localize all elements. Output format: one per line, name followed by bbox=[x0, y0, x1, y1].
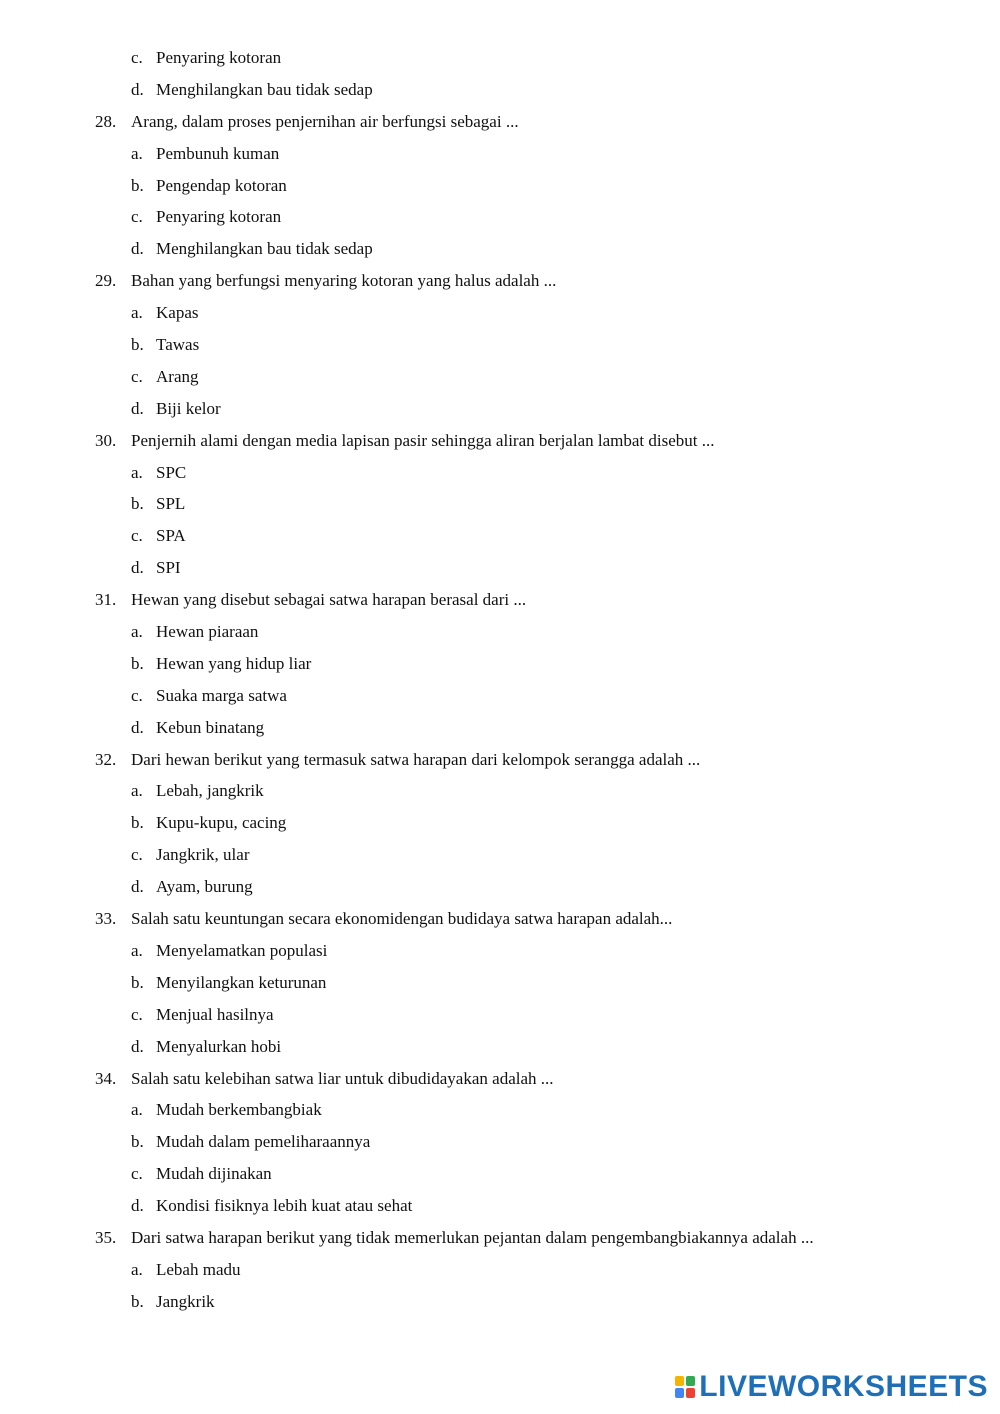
option-c[interactable] bbox=[0, 1001, 1000, 1033]
option-letter: c. bbox=[131, 1004, 143, 1024]
option-letter: a. bbox=[131, 143, 143, 163]
option-letter: d. bbox=[131, 239, 144, 259]
logo-square bbox=[686, 1388, 695, 1398]
option-b[interactable] bbox=[0, 1288, 1000, 1320]
option-text: Suaka marga satwa bbox=[156, 685, 287, 705]
option-c[interactable] bbox=[0, 841, 1000, 873]
question-number: 32. bbox=[95, 749, 117, 769]
option-a[interactable] bbox=[0, 1096, 1000, 1128]
option-text: SPI bbox=[156, 558, 181, 578]
question-number: 35. bbox=[95, 1227, 117, 1247]
option-letter: b. bbox=[131, 972, 144, 992]
option-letter: a. bbox=[131, 303, 143, 323]
question-line bbox=[0, 1065, 1000, 1097]
question-text: Salah satu kelebihan satwa liar untuk dibudidayakan adalah ... bbox=[131, 1068, 554, 1088]
option-text: Penyaring kotoran bbox=[156, 48, 282, 67]
question-33 bbox=[0, 905, 1000, 1064]
option-letter: b. bbox=[131, 653, 144, 673]
option-c[interactable] bbox=[0, 44, 1000, 76]
question-text: Dari satwa harapan berikut yang tidak memerlukan pejantan dalam pengembangbiakannya adalah ... bbox=[131, 1227, 814, 1247]
option-text: Lebah madu bbox=[156, 1259, 241, 1279]
option-letter: b. bbox=[131, 494, 144, 514]
option-letter: a. bbox=[131, 940, 143, 960]
option-letter: c. bbox=[131, 48, 143, 67]
option-b[interactable] bbox=[0, 490, 1000, 522]
leading-options bbox=[0, 44, 1000, 108]
logo-square bbox=[675, 1376, 684, 1386]
liveworksheets-logo-icon bbox=[675, 1376, 695, 1398]
question-text: Salah satu keuntungan secara ekonomidengan budidaya satwa harapan adalah... bbox=[131, 909, 673, 929]
option-letter: a. bbox=[131, 781, 143, 801]
option-b[interactable] bbox=[0, 331, 1000, 363]
option-b[interactable] bbox=[0, 1128, 1000, 1160]
option-text: Menyilangkan keturunan bbox=[156, 972, 327, 992]
question-text: Penjernih alami dengan media lapisan pasir sehingga aliran berjalan lambat disebut ... bbox=[131, 430, 715, 450]
question-30 bbox=[0, 427, 1000, 586]
logo-text: LIVEWORKSHEETS bbox=[699, 1370, 988, 1403]
option-letter: b. bbox=[131, 175, 144, 195]
option-text: Pembunuh kuman bbox=[156, 143, 280, 163]
worksheet-content bbox=[0, 44, 1000, 1320]
option-text: Menyelamatkan populasi bbox=[156, 940, 328, 960]
option-letter: c. bbox=[131, 207, 143, 227]
option-text: Kondisi fisiknya lebih kuat atau sehat bbox=[156, 1196, 413, 1216]
option-d[interactable] bbox=[0, 395, 1000, 427]
question-number: 33. bbox=[95, 909, 117, 929]
option-letter: d. bbox=[131, 1036, 144, 1056]
option-d[interactable] bbox=[0, 1033, 1000, 1065]
option-text: SPC bbox=[156, 462, 187, 482]
option-c[interactable] bbox=[0, 363, 1000, 395]
option-text: Jangkrik bbox=[156, 1291, 215, 1311]
option-text: Kupu-kupu, cacing bbox=[156, 813, 287, 833]
option-letter: d. bbox=[131, 558, 144, 578]
option-letter: c. bbox=[131, 526, 143, 546]
option-text: Penyaring kotoran bbox=[156, 207, 282, 227]
option-a[interactable] bbox=[0, 1256, 1000, 1288]
option-c[interactable] bbox=[0, 522, 1000, 554]
option-letter: d. bbox=[131, 877, 144, 897]
option-text: Menghilangkan bau tidak sedap bbox=[156, 79, 373, 99]
option-letter: b. bbox=[131, 1132, 144, 1152]
question-number: 34. bbox=[95, 1068, 117, 1088]
option-letter: a. bbox=[131, 1259, 143, 1279]
option-text: Lebah, jangkrik bbox=[156, 781, 264, 801]
option-letter: a. bbox=[131, 622, 143, 642]
option-a[interactable] bbox=[0, 777, 1000, 809]
option-d[interactable] bbox=[0, 235, 1000, 267]
question-number: 29. bbox=[95, 271, 117, 291]
option-d[interactable] bbox=[0, 76, 1000, 108]
option-letter: c. bbox=[131, 366, 143, 386]
option-text: Hewan yang hidup liar bbox=[156, 653, 312, 673]
option-a[interactable] bbox=[0, 618, 1000, 650]
logo-square bbox=[675, 1388, 684, 1398]
question-line bbox=[0, 746, 1000, 778]
question-34 bbox=[0, 1065, 1000, 1224]
option-letter: c. bbox=[131, 845, 143, 865]
option-b[interactable] bbox=[0, 809, 1000, 841]
question-number: 31. bbox=[95, 590, 117, 610]
option-d[interactable] bbox=[0, 554, 1000, 586]
option-text: Mudah dalam pemeliharaannya bbox=[156, 1132, 371, 1152]
liveworksheets-logo[interactable] bbox=[675, 1372, 988, 1402]
option-text: SPL bbox=[156, 494, 186, 514]
option-text: Tawas bbox=[156, 335, 200, 355]
question-29 bbox=[0, 267, 1000, 426]
option-text: Menyalurkan hobi bbox=[156, 1036, 282, 1056]
option-text: Mudah berkembangbiak bbox=[156, 1100, 322, 1120]
option-text: Hewan piaraan bbox=[156, 622, 259, 642]
option-letter: c. bbox=[131, 1164, 143, 1184]
option-a[interactable] bbox=[0, 299, 1000, 331]
option-text: Kapas bbox=[156, 303, 199, 323]
question-line bbox=[0, 427, 1000, 459]
option-text: Jangkrik, ular bbox=[156, 845, 250, 865]
option-d[interactable] bbox=[0, 714, 1000, 746]
option-letter: b. bbox=[131, 813, 144, 833]
option-text: Kebun binatang bbox=[156, 717, 265, 737]
question-35 bbox=[0, 1224, 1000, 1320]
option-c[interactable] bbox=[0, 1160, 1000, 1192]
option-letter: d. bbox=[131, 1196, 144, 1216]
question-number: 28. bbox=[95, 111, 117, 131]
question-28 bbox=[0, 108, 1000, 267]
option-letter: d. bbox=[131, 79, 144, 99]
option-text: Arang bbox=[156, 366, 199, 386]
option-d[interactable] bbox=[0, 873, 1000, 905]
option-a[interactable] bbox=[0, 140, 1000, 172]
question-line bbox=[0, 586, 1000, 618]
option-letter: d. bbox=[131, 398, 144, 418]
question-text: Hewan yang disebut sebagai satwa harapan berasal dari ... bbox=[131, 590, 527, 610]
question-31 bbox=[0, 586, 1000, 745]
option-letter: a. bbox=[131, 1100, 143, 1120]
question-line bbox=[0, 108, 1000, 140]
option-c[interactable] bbox=[0, 203, 1000, 235]
question-text: Bahan yang berfungsi menyaring kotoran yang halus adalah ... bbox=[131, 271, 557, 291]
option-text: Menghilangkan bau tidak sedap bbox=[156, 239, 373, 259]
question-list bbox=[0, 108, 1000, 1320]
question-line bbox=[0, 267, 1000, 299]
option-letter: d. bbox=[131, 717, 144, 737]
question-line bbox=[0, 1224, 1000, 1256]
question-32 bbox=[0, 746, 1000, 905]
question-number: 30. bbox=[95, 430, 117, 450]
option-text: Biji kelor bbox=[156, 398, 221, 418]
option-b[interactable] bbox=[0, 650, 1000, 682]
option-a[interactable] bbox=[0, 459, 1000, 491]
option-letter: a. bbox=[131, 462, 143, 482]
logo-square bbox=[686, 1376, 695, 1386]
option-text: SPA bbox=[156, 526, 186, 546]
question-text: Arang, dalam proses penjernihan air berfungsi sebagai ... bbox=[131, 111, 519, 131]
option-text: Ayam, burung bbox=[156, 877, 253, 897]
option-text: Pengendap kotoran bbox=[156, 175, 287, 195]
option-letter: b. bbox=[131, 1291, 144, 1311]
option-letter: c. bbox=[131, 685, 143, 705]
option-c[interactable] bbox=[0, 682, 1000, 714]
option-a[interactable] bbox=[0, 937, 1000, 969]
option-d[interactable] bbox=[0, 1192, 1000, 1224]
option-b[interactable] bbox=[0, 172, 1000, 204]
option-text: Mudah dijinakan bbox=[156, 1164, 272, 1184]
option-letter: b. bbox=[131, 335, 144, 355]
question-text: Dari hewan berikut yang termasuk satwa harapan dari kelompok serangga adalah ... bbox=[131, 749, 701, 769]
question-line bbox=[0, 905, 1000, 937]
option-text: Menjual hasilnya bbox=[156, 1004, 274, 1024]
option-b[interactable] bbox=[0, 969, 1000, 1001]
